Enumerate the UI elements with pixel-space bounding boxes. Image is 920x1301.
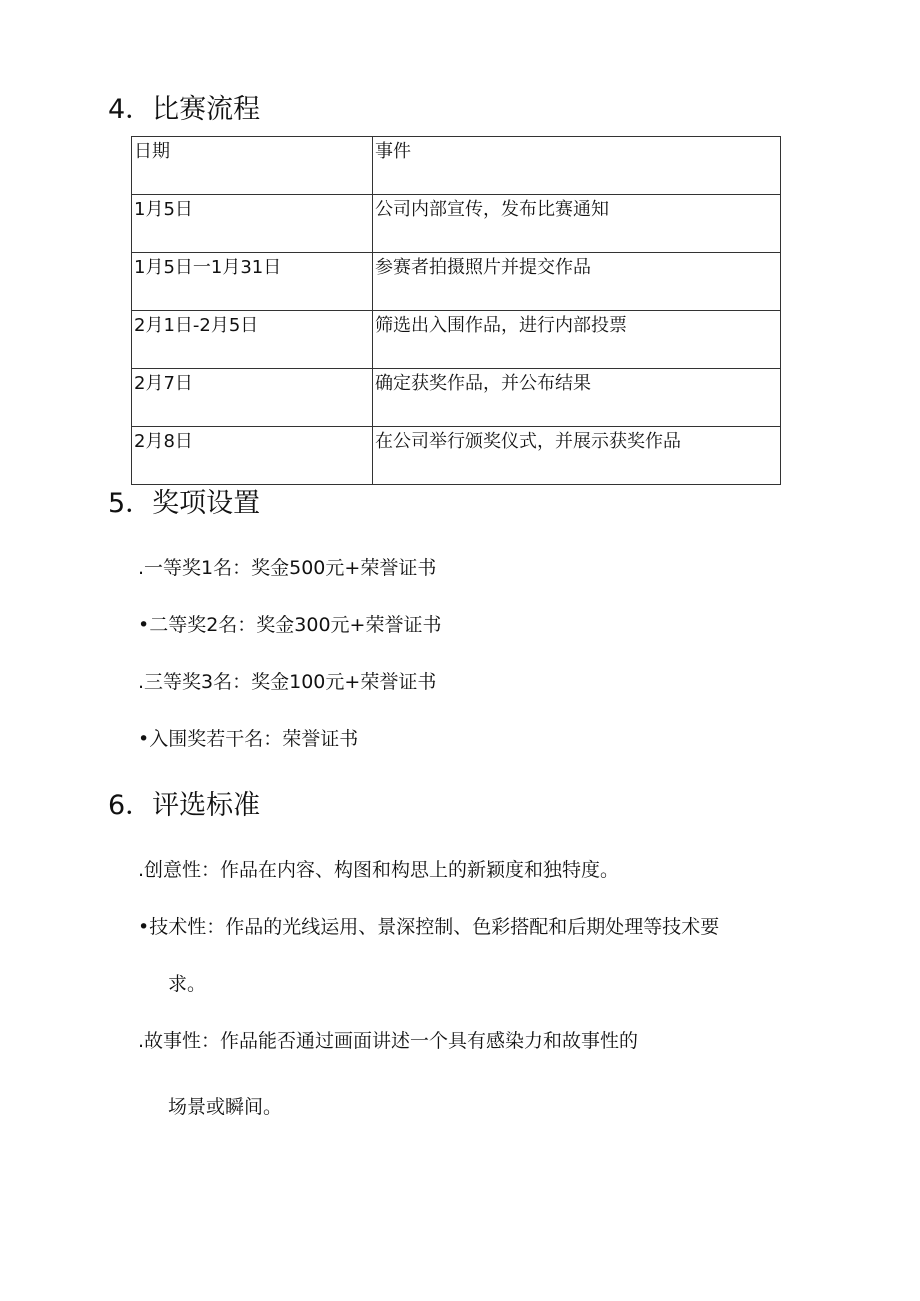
table-cell-date: 2月1日-2月5日	[132, 311, 373, 369]
table-row	[132, 369, 781, 427]
schedule-table	[131, 136, 781, 485]
table-cell-date: 2月8日	[132, 427, 373, 485]
section-6-heading: 6．评选标准	[108, 790, 261, 821]
table-cell-date: 1月5日	[132, 195, 373, 253]
award-item-third: .三等奖3名：奖金100元+荣誉证书	[138, 671, 437, 693]
award-item-first: .一等奖1名：奖金500元+荣誉证书	[138, 557, 437, 579]
table-cell-event: 公司内部宣传，发布比赛通知	[373, 195, 781, 253]
criteria-creativity: .创意性：作品在内容、构图和构思上的新颖度和独特度。	[138, 859, 620, 881]
award-item-finalist: •入围奖若干名：荣誉证书	[138, 728, 359, 750]
table-header-event: 事件	[373, 137, 781, 195]
section-5-heading: 5．奖项设置	[108, 488, 261, 519]
section-4-heading: 4．比赛流程	[108, 94, 261, 125]
criteria-storytelling-continued: 场景或瞬间。	[168, 1096, 283, 1118]
table-row	[132, 427, 781, 485]
table-cell-date: 2月7日	[132, 369, 373, 427]
criteria-technique-continued: 求。	[168, 973, 207, 995]
criteria-storytelling: .故事性：作品能否通过画面讲述一个具有感染力和故事性的	[138, 1030, 639, 1052]
award-item-second: •二等奖2名：奖金300元+荣誉证书	[138, 614, 442, 636]
table-header-date: 日期	[132, 137, 373, 195]
table-cell-event: 在公司举行颁奖仪式，并展示获奖作品	[373, 427, 781, 485]
table-row	[132, 253, 781, 311]
table-header-row	[132, 137, 781, 195]
table-row	[132, 195, 781, 253]
table-cell-event: 确定获奖作品，并公布结果	[373, 369, 781, 427]
table-cell-event: 筛选出入围作品，进行内部投票	[373, 311, 781, 369]
table-cell-event: 参赛者拍摄照片并提交作品	[373, 253, 781, 311]
criteria-technique: •技术性：作品的光线运用、景深控制、色彩搭配和后期处理等技术要	[138, 916, 720, 938]
table-row	[132, 311, 781, 369]
table-cell-date: 1月5日一1月31日	[132, 253, 373, 311]
